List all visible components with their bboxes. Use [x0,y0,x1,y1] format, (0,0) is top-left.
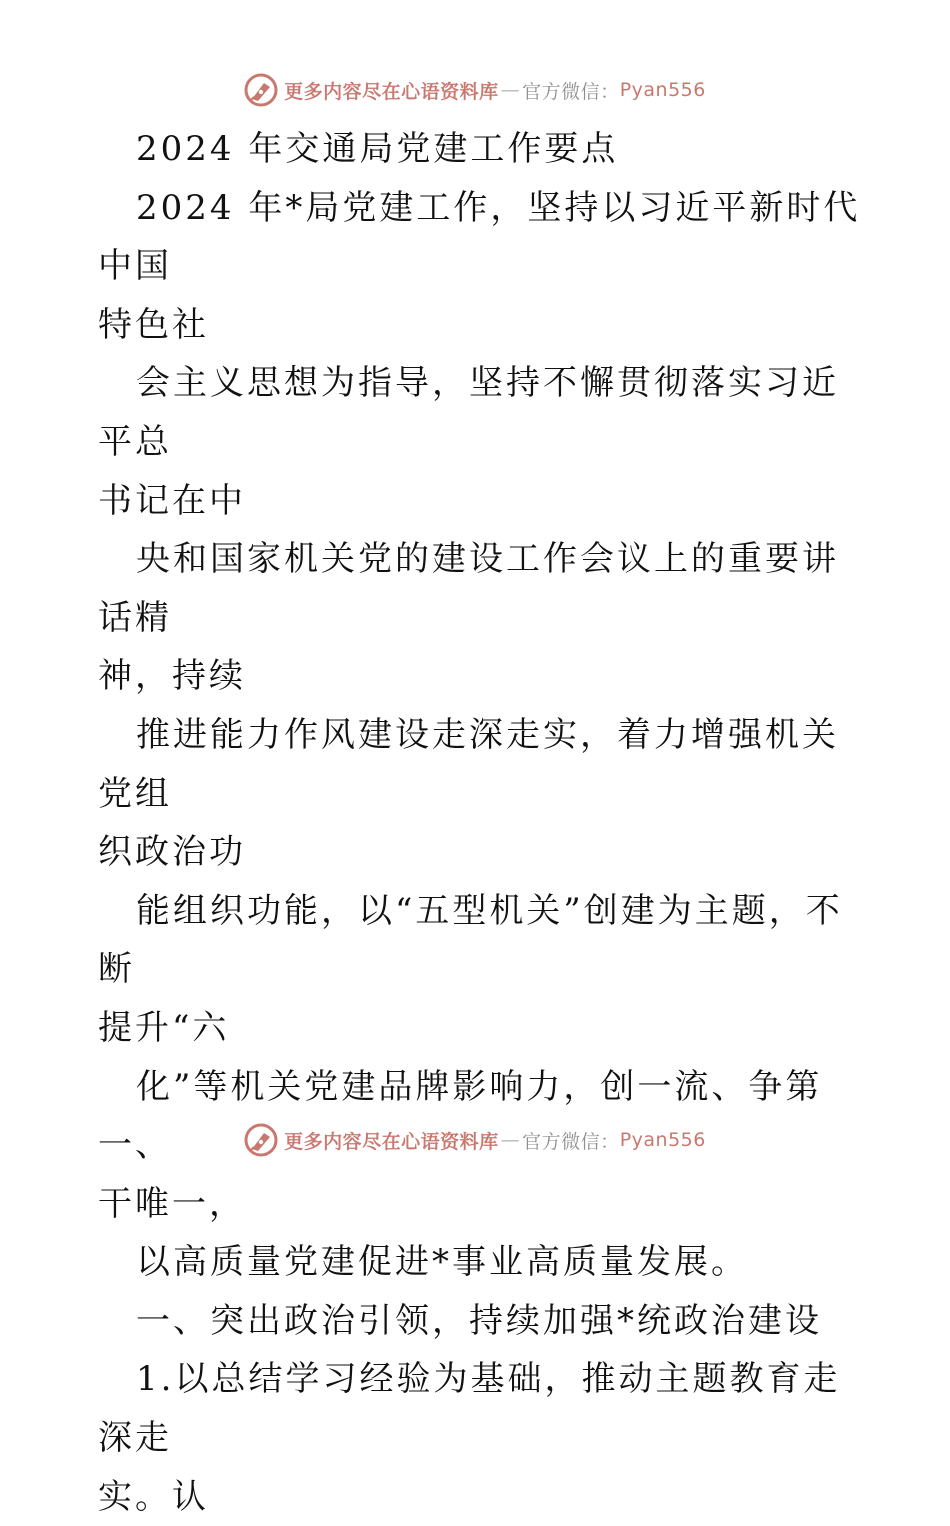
banner-wechat-id: Pyan556 [619,79,706,101]
banner-wechat-label: 官方微信： [522,1130,620,1153]
line-wrap-text: 特色社 [98,304,209,345]
banner-site-text: 更多内容尽在心语资料库 [284,1130,499,1153]
paragraph-line [98,706,868,882]
line-text: 央和国家机关党的建设工作会议上的重要讲话精 [98,539,839,638]
line-wrap-text: 实。认 [98,1476,209,1517]
line-text: 1.以总结学习经验为基础，推动主题教育走深走 [98,1359,841,1459]
line-text: 一、突出政治引领，持续加强*统政治建设 [136,1300,822,1341]
line-text: 会主义思想为指导，坚持不懈贯彻落实习近平总 [98,363,839,462]
document-title [98,120,868,179]
paragraph-line [98,1233,868,1292]
banner-site-text: 更多内容尽在心语资料库 [284,80,499,103]
paragraph-line [98,179,868,355]
banner-wechat-id: Pyan556 [619,1129,706,1151]
section-heading [98,1292,868,1351]
header-watermark-banner [0,70,950,110]
banner-wechat-label: 官方微信： [522,80,620,103]
footer-watermark-banner [0,1120,950,1160]
line-text: 2024 年*局党建工作，坚持以习近平新时代中国 [98,187,861,287]
line-text: 以高质量党建促进*事业高质量发展。 [136,1242,748,1283]
line-text: 2024 年交通局党建工作要点 [136,129,619,169]
line-text: 推进能力作风建设走深走实，着力增强机关党组 [98,714,839,814]
line-wrap-text: 织政治功 [98,832,246,873]
line-wrap-text: 神，持续 [98,656,246,697]
line-text: 能组织功能，以“五型机关”创建为主题，不断 [98,890,843,990]
line-wrap-text: 干唯一， [98,1183,246,1224]
line-wrap-text: 书记在中 [98,480,246,521]
line-wrap-text: 提升“六 [98,1007,230,1048]
pen-nib-logo-icon [244,73,278,107]
paragraph-line [98,1350,868,1526]
pen-nib-logo-icon [244,1123,278,1157]
banner-separator: — [500,79,521,101]
paragraph-line [98,530,868,706]
paragraph-line [98,882,868,1058]
line-text: 化”等机关党建品牌影响力，创一流、争第一、 [98,1066,823,1166]
banner-separator: — [500,1129,521,1151]
document-body [98,120,868,1526]
paragraph-line [98,354,868,530]
